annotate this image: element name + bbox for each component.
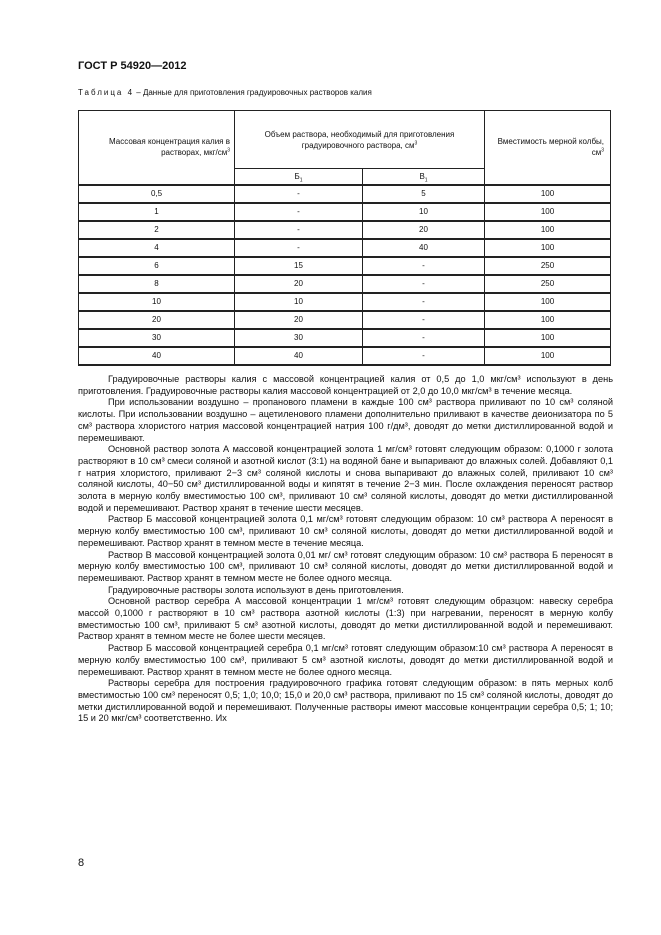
paragraph: При использовании воздушно – пропанового пламени в каждые 100 см³ раствора приливают по 10 см³ соляной кислоты. При использовании воздушно – ацетиленового пламени дополнительно приливают в качестве деионизатора по 5 см³ раствора хлористого натрия массовой концентрацией натрия 100 г/дм³, доводят до метки дистиллированной водой и перемешивают. [78, 397, 613, 443]
table-caption-text: – Данные для приготовления градуировочных растворов калия [134, 88, 372, 97]
table-cell: 8 [79, 275, 235, 293]
paragraph: Градуировочные растворы золота используют в день приготовления. [108, 584, 404, 595]
table-cell: 30 [79, 329, 235, 347]
header-concentration: Массовая концентрация калия в растворах, мкг/$см^3$ [79, 111, 235, 185]
table-cell: - [235, 203, 363, 221]
paragraph: Основной раствор серебра А массовой концентрации 1 мг/см³ готовят следующим образцом: навеску серебра массой 0,1000 г растворяют в 10 см³ раствора азотной кислоты (1:3) при нагревании, переносят в мерную колбу вместимостью 100 см³, приливают 5 см³ азотной кислоты, доводят до метки дистиллированной водой и перемешивают. Раствор хранят в темном месте не более шести месяцев. [78, 596, 613, 642]
paragraph: Раствор В массовой концентрацией золота 0,01 мг/ см³ готовят следующим образом: 10 см³ раствора Б переносят в мерную колбу вместимостью 100 см³, приливают 10 см³ соляной кислоты, доводят до метки дистиллированной водой и перемешивают. Раствор хранят в темном месте не более одного месяца. [78, 549, 613, 583]
header-solution-b: $Б_1$ [235, 169, 363, 185]
table-cell: - [363, 311, 485, 329]
table-row [79, 311, 611, 329]
table-cell: 30 [235, 329, 363, 347]
table-cell: - [363, 347, 485, 365]
table-row [79, 185, 611, 203]
table-cell: 100 [485, 329, 611, 347]
table-cell: 20 [235, 275, 363, 293]
table-cell: 20 [235, 311, 363, 329]
paragraph: Растворы серебра для построения градуировочного графика готовят следующим образом: в пять мерных колб вместимостью 100 см³ переносят 0,5; 1,0; 10,0; 15,0 и 20,0 см³ раствора, приливают по 15 см³ соляной кислоты, доводят до метки дистиллированной водой и перемешивают. Полученные растворы имеют массовые концентрации серебра 0,5; 1; 10; 15 и 20 мкг/см³ соответственно. Их [78, 678, 613, 724]
table-cell: 40 [235, 347, 363, 365]
table-cell: 10 [235, 293, 363, 311]
table-row [79, 347, 611, 365]
page-number: 8 [78, 857, 85, 869]
table-cell: 100 [485, 311, 611, 329]
table-caption-number: Таблица 4 [78, 88, 135, 97]
table-row [79, 221, 611, 239]
table-cell: 100 [485, 293, 611, 311]
table-row [79, 293, 611, 311]
header-solution-v: $В_1$ [363, 169, 485, 185]
body-text [78, 374, 613, 725]
table-cell: 250 [485, 275, 611, 293]
table-cell: 100 [485, 347, 611, 365]
table-cell: 15 [235, 257, 363, 275]
table-row [79, 239, 611, 257]
table-cell: 6 [79, 257, 235, 275]
paragraph: Раствор Б массовой концентрацией золота 0,1 мг/см³ готовят следующим образом: 10 см³ раствора А переносят в мерную колбу вместимостью 100 см³, приливают 10 см³ соляной кислоты, доводят до метки дистиллированной водой и перемешивают. Раствор хранят в темном месте в течение месяца. [78, 514, 613, 548]
table-cell: 100 [485, 203, 611, 221]
paragraph: Раствор Б массовой концентрацией серебра 0,1 мг/см³ готовят следующим образом:10 см³ раствора А переносят в мерную колбу вместимостью 100 см³, приливают 5 см³ азотной кислоты, доводят до метки дистиллированной водой и перемешивают. Раствор хранят в темном месте не более одного месяца. [78, 643, 613, 677]
table-row [79, 203, 611, 221]
table-cell: 5 [363, 185, 485, 203]
table-row [79, 257, 611, 275]
table-cell: - [235, 185, 363, 203]
table-cell: 100 [485, 239, 611, 257]
paragraph: Основной раствор золота А массовой концентрацией золота 1 мг/см³ готовят следующим образом: 0,1000 г золота растворяют в 10 см³ смеси соляной и азотной кислот (3:1) на водяной бане и выпаривают до влажных солей. Добавляют 0,1 г натрия хлористого, приливают 2−3 см³ соляной кислоты и снова выпаривают до влажных солей, приливают 10 см³ соляной кислоты, 40−50 см³ дистиллированной воды и кипятят в течение 2−3 мин. После охлаждения переносят раствор золота в мерную колбу вместимостью 100 см³, приливают 10 см³ соляной кислоты, доводят до метки дистиллированной водой и перемешивают. Раствор хранят в течение шести месяцев. [78, 444, 613, 513]
table-cell: 0,5 [79, 185, 235, 203]
table-cell: 20 [363, 221, 485, 239]
table-cell: - [235, 221, 363, 239]
table-cell: - [363, 257, 485, 275]
table-cell: 2 [79, 221, 235, 239]
table-cell: - [235, 239, 363, 257]
table-cell: 40 [79, 347, 235, 365]
table-cell: 10 [79, 293, 235, 311]
table-cell: - [363, 275, 485, 293]
table-cell: 20 [79, 311, 235, 329]
table-caption [78, 88, 372, 97]
table-cell: 100 [485, 185, 611, 203]
header-flask-capacity: Вместимость мерной колбы, $см^3$ [485, 111, 611, 185]
table-cell: 100 [485, 221, 611, 239]
paragraph: Градуировочные растворы калия с массовой концентрацией калия от 0,5 до 1,0 мкг/см³ используют в день приготовления. Градуировочные растворы калия массовой концентрацией от 2,0 до 10,0 мкг/см³ в течение месяца. [78, 374, 613, 396]
table-cell: 10 [363, 203, 485, 221]
table-cell: - [363, 329, 485, 347]
potassium-solutions-table [78, 110, 611, 366]
table-cell: 250 [485, 257, 611, 275]
document-header: ГОСТ Р 54920—2012 [78, 60, 187, 72]
table-row [79, 329, 611, 347]
table-cell: 40 [363, 239, 485, 257]
header-volume: Объем раствора, необходимый для приготовления градуировочного раствора, $см^3$ [235, 111, 485, 169]
table-cell: 1 [79, 203, 235, 221]
table-row [79, 275, 611, 293]
table-cell: - [363, 293, 485, 311]
table-cell: 4 [79, 239, 235, 257]
